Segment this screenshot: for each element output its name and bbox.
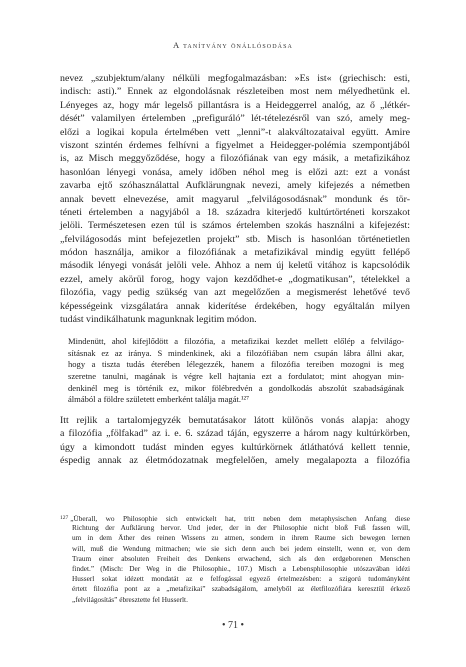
paragraph-line: képességeink vizsgálatára annak kiderítése érdekében, hogy egyáltalán milyen xyxy=(60,300,410,312)
page-number: • 71 • xyxy=(221,620,244,631)
paragraph-line: Lényeges az, hogy már legelső pillantásra is a Heideggerrel analóg, az ő „létkér- xyxy=(60,99,410,111)
quote-line: hogy a tiszta tudás éterében lélegezzék, hanem a filozófia tereiben mozogni is meg xyxy=(68,359,404,370)
running-head: A tanítvány önállósodása xyxy=(173,40,293,50)
paragraph-line: viszont szintén érdemes felhívni a figyelmet a Heidegger-polémia szempontjából xyxy=(60,139,410,151)
paragraph-line: éspedig annak az életmódozatnak megfelelően, amely megalapozta a filozófia xyxy=(60,455,410,467)
paragraph-line: a filozófia „fölfakad” az i. e. 6. század táján, egyszerre a három nagy kultúrkörben, xyxy=(60,428,410,440)
paragraph-line: tudást vindikálhatunk magunknak legitim módon. xyxy=(60,314,257,326)
paragraph-line: filozófia, vagy pedig szükség van azt megelőzően a megismerést lehetővé tevő xyxy=(60,287,410,299)
footnote-line: Husserl sokat idézett mondatát az e felfogással egyező értelmezésben: a szigorú tudományként xyxy=(72,574,410,584)
quote-line: szeretne tanulni, magának is végre kell hajtania ezt a fordulatot; mint ahogyan min- xyxy=(68,371,404,382)
paragraph-line: Itt rejlik a tartalomjegyzék bemutatásakor látott különös vonás alapja: ahogy xyxy=(60,415,410,426)
paragraph-line: is, az Misch meggyőződése, hogy a filozófiának van egy másik, a metafizikához xyxy=(60,153,410,165)
paragraph-line: úgy a kimondott tudást minden egyes kultúrkörnek átláthatóvá kellett tennie, xyxy=(60,441,410,453)
paragraph-line: jelöli. Természetesen ezen túl is számos értelemben szokás használni a kifejezést: xyxy=(60,220,410,232)
quote-line: Mindenütt, ahol kifejlődött a filozófia, a metafizikai kezdet mellett előlép a felvilágo- xyxy=(68,336,404,346)
footnote-text: „Überall, wo Philosophie sich entwickelt hat, tritt neben dem metaphysischen Anfang diese xyxy=(70,514,410,523)
paragraph-line: hasonlóan lényegi vonása, amely időben néhol meg is előzi azt: ezt a vonást xyxy=(60,166,410,178)
paragraph-line: előzi a logikai kopula értelmében vett „lenni”-t alakváltozataival együtt. Amire xyxy=(60,126,410,138)
paragraph-line: ezzel, amely akörül forog, hogy vajon kezdődhet-e „dogmatikusan”, tételekkel a xyxy=(60,273,410,285)
paragraph-line: második lényegi vonását jelöli vele. Ahhoz a nem új keletű vitához is kapcsolódik xyxy=(60,260,410,272)
footnote-number: 127 xyxy=(60,515,69,521)
paragraph-line: dését” valamilyen értelemben „prefiguráló” lét-tételezésről van szó, amely meg- xyxy=(60,113,410,125)
paragraph-line: nevez „szubjektum/alany nélküli megfogalmazásban: »Es ist« (griechisch: esti, xyxy=(60,73,410,84)
main-text xyxy=(60,72,410,326)
footnote-line: um in dem Äther des reinen Wissens zu atmen, sondern in ihrem Raume sich bewegen lernen xyxy=(72,533,410,543)
quote-line: denkinél meg is történik ez, mikor fölébredvén a gondolkodás abszolút szabadságának xyxy=(68,382,404,393)
footnote-line: Traum einer absoluten Freiheit des Denkens erwachend, sich als den erdgeborenen Menschen xyxy=(72,553,410,563)
footnote-line: értett filozófia pont az a „metafizikai” szabadságálom, amelyből az életfilozófiára keresztül érkező xyxy=(72,584,410,594)
paragraph-line: zavarba ejtő szóhasználattal Aufklärungnak nevezi, amely kifejezés a németben xyxy=(60,180,410,192)
footnote-line xyxy=(60,513,410,523)
continuation-text xyxy=(60,414,410,468)
paragraph-line: annak bevett elnevezése, amit magyarul „felvilágosodásnak” mondunk és tör- xyxy=(60,193,410,205)
footnote-line: will, muß die Wendung mitmachen; wie sie sich denn auch bei jedem einstellt, wenn er, von dem xyxy=(72,543,410,553)
block-quote xyxy=(68,336,404,406)
footnote-line: findet.” (Misch: Der Weg in die Philosophie., 107.) Misch a Lebensphilosophie utószavában idézi xyxy=(72,563,410,573)
footnote-line: „felvilágosítás” ébresztette fel Husserlt. xyxy=(72,594,188,604)
quote-line: álmából a földre született emberként találja magát.¹²⁷ xyxy=(68,394,250,405)
paragraph-line: módon használja, amikor a filozófiának a metafizikával mindig együtt fellépő xyxy=(60,247,410,259)
paragraph-line: indisch: asti).” Ennek az elgondolásnak részleteiben most nem mélyedhetünk el. xyxy=(60,86,410,98)
footnote-line: Richtung der Aufklärung hervor. Und jeder, der in der Philosophie nicht bloß Fuß fassen will, xyxy=(72,523,410,533)
paragraph-line: téneti értelemben a nagyjából a 18. századra kiterjedő kultúrtörténeti korszakot xyxy=(60,206,410,218)
quote-line: sításnak ez az iránya. S mindenkinek, aki a filozófiában nem csupán lábra állni akar, xyxy=(68,347,404,358)
paragraph-line: „felvilágosodás mint befejezetlen projekt” stb. Misch is hasonlóan történetietlen xyxy=(60,233,410,245)
footnote xyxy=(60,513,410,605)
